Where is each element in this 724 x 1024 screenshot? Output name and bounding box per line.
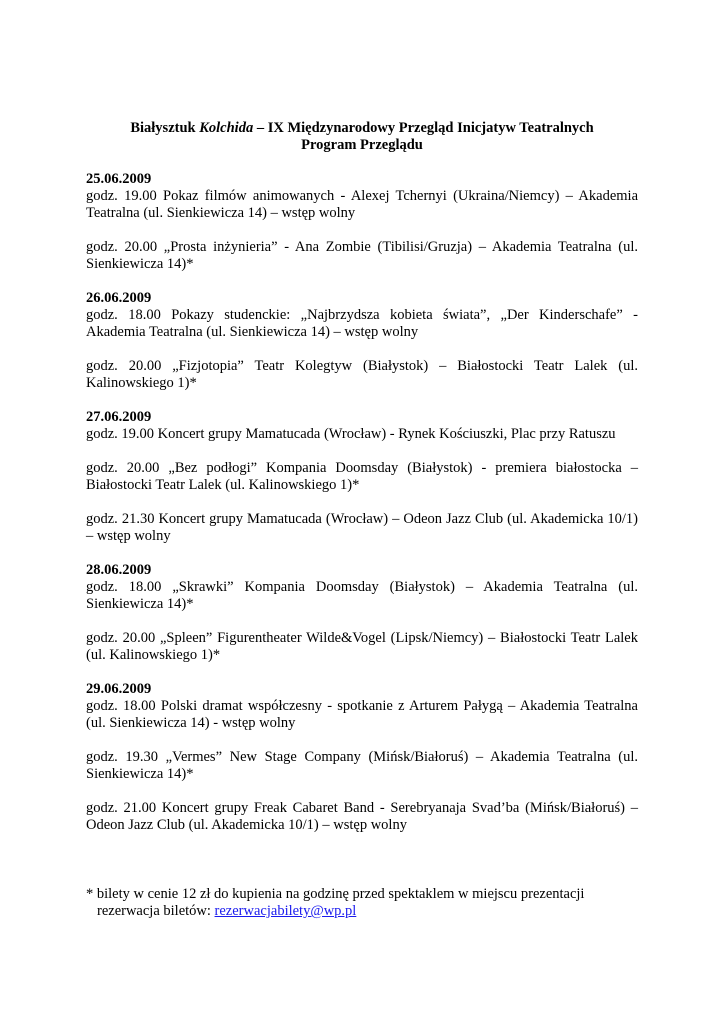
event-entry: godz. 20.00 „Prosta inżynieria” - Ana Zombie (Tibilisi/Gruzja) – Akademia Teatralna (ul. Sienkiewicza 14)* [86,239,638,272]
event-entry: godz. 21.30 Koncert grupy Mamatucada (Wrocław) – Odeon Jazz Club (ul. Akademicka 10/1) – wstęp wolny [86,511,638,544]
reservation-email-link[interactable]: rezerwacjabilety@wp.pl [214,903,357,919]
title-italic: Kolchida [199,120,254,136]
event-entry: godz. 18.00 „Skrawki” Kompania Doomsday (Białystok) – Akademia Teatralna (ul. Sienkiewicza 14)* [86,579,638,612]
day-date: 25.06.2009 [86,171,152,187]
day-block [86,681,638,834]
reservation-label: rezerwacja biletów: [97,903,215,919]
title-suffix: – IX Międzynarodowy Przegląd Inicjatyw Teatralnych [253,120,594,136]
event-entry: godz. 18.00 Polski dramat współczesny - spotkanie z Arturem Pałygą – Akademia Teatralna (ul. Sienkiewicza 14) - wstęp wolny [86,698,638,731]
event-entry: godz. 19.00 Pokaz filmów animowanych - Alexej Tchernyi (Ukraina/Niemcy) – Akademia Teatralna (ul. Sienkiewicza 14) – wstęp wolny [86,188,638,221]
ticket-note: * bilety w cenie 12 zł do kupienia na godzinę przed spektaklem w miejscu prezentacji [86,886,585,902]
festival-title [86,120,638,137]
program-title: Program Przeglądu [301,137,423,153]
day-block [86,171,638,273]
event-entry: godz. 20.00 „Bez podłogi” Kompania Doomsday (Białystok) - premiera białostocka – Białostocki Teatr Lalek (ul. Kalinowskiego 1)* [86,460,638,493]
day-date: 29.06.2009 [86,681,152,697]
day-block [86,409,638,545]
title-prefix: Białysztuk [130,120,200,136]
day-block [86,290,638,392]
day-date: 28.06.2009 [86,562,152,578]
program-schedule [86,171,638,834]
day-date: 26.06.2009 [86,290,152,306]
event-entry: godz. 20.00 „Fizjotopia” Teatr Kolegtyw (Białystok) – Białostocki Teatr Lalek (ul. Kalinowskiego 1)* [86,358,638,391]
footnote [86,886,638,920]
event-entry: godz. 18.00 Pokazy studenckie: „Najbrzydsza kobieta świata”, „Der Kinderschafe” - Akademia Teatralna (ul. Sienkiewicza 14) – wstęp wolny [86,307,638,340]
event-entry: godz. 21.00 Koncert grupy Freak Cabaret Band - Serebryanaja Svad’ba (Mińsk/Białoruś) – Odeon Jazz Club (ul. Akademicka 10/1) – wstęp wolny [86,800,638,833]
event-entry: godz. 19.30 „Vermes” New Stage Company (Mińsk/Białoruś) – Akademia Teatralna (ul. Sienkiewicza 14)* [86,749,638,782]
reservation-line [86,903,638,920]
document-content [86,120,638,920]
event-entry: godz. 19.00 Koncert grupy Mamatucada (Wrocław) - Rynek Kościuszki, Plac przy Ratuszu [86,426,616,442]
day-block [86,562,638,664]
day-date: 27.06.2009 [86,409,152,425]
title-block [86,120,638,154]
event-entry: godz. 20.00 „Spleen” Figurentheater Wilde&Vogel (Lipsk/Niemcy) – Białostocki Teatr Lalek (ul. Kalinowskiego 1)* [86,630,638,663]
